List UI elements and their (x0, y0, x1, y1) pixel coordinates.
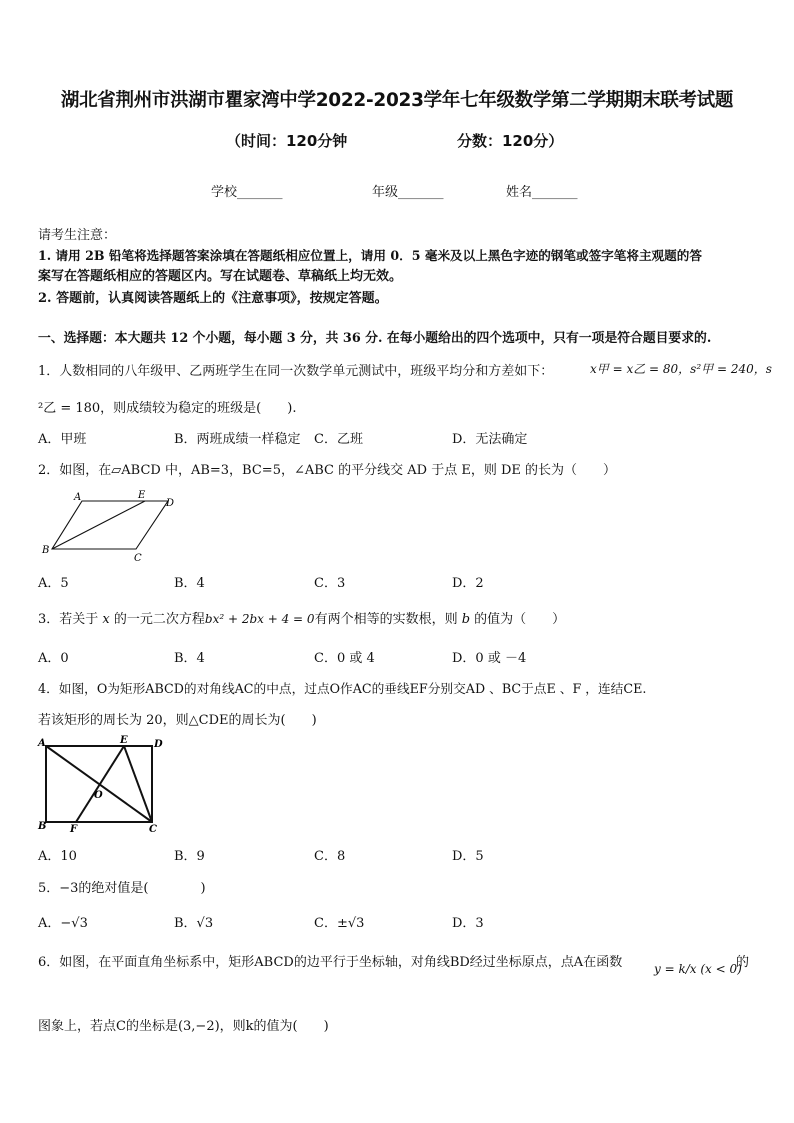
exam-score: 分数：120分） (457, 132, 564, 150)
q3-pre: 3．若关于 (38, 612, 103, 627)
q4-text-line1: 4．如图，O为矩形ABCD的对角线AC的中点，过点O作AC的垂线EF分别交AD 、BC于点E 、F ，连结CE. (38, 681, 647, 696)
q2-option-a: A．5 (38, 576, 69, 591)
q3-option-b: B．4 (174, 651, 205, 666)
q2-label-a: A (74, 492, 82, 503)
q3-option-c: C．0 或 4 (314, 651, 375, 666)
q1-option-c: C．乙班 (314, 432, 363, 447)
q4-option-a: A．10 (38, 849, 77, 864)
notice-line-2: 2. 答题前，认真阅读答题纸上的《注意事项》，按规定答题。 (38, 291, 388, 306)
q4-line-ef (76, 746, 124, 822)
q6-text-line2: 图象上，若点C的坐标是(3,−2)，则k的值为( ) (38, 1019, 329, 1034)
q4-option-b: B．9 (174, 849, 205, 864)
q5-option-c: C．±√3 (314, 916, 365, 931)
q3-post: 有两个相等的实数根，则 (314, 612, 462, 627)
q4-rectangle-figure (36, 732, 170, 838)
q3-end: 的值为（ ） (470, 612, 566, 627)
q3-text (38, 608, 565, 627)
q1-option-a: A．甲班 (38, 432, 87, 447)
q5-text: 5．−3的绝对值是( ) (38, 881, 206, 896)
q4-label-o: O (94, 790, 103, 801)
q6-text-de: 的 (736, 955, 750, 970)
q1-math: x甲 = x乙 = 80，s²甲 = 240，s (590, 362, 772, 376)
q4-line-ce (124, 746, 152, 822)
q2-label-e: E (138, 490, 146, 501)
q5-option-d: D．3 (452, 916, 484, 931)
school-field: 学校_______ (211, 185, 283, 200)
name-field: 姓名_______ (506, 185, 578, 200)
q4-label-c: C (149, 824, 157, 835)
q1-text-line2: ²乙 = 180，则成绩较为稳定的班级是( ). (38, 401, 297, 416)
q5-option-a: A．−√3 (38, 916, 88, 931)
q2-label-b: B (42, 545, 50, 556)
q3-var-x: x (102, 612, 110, 627)
notice-line-1b: 案写在答题纸相应的答题区内。写在试题卷、草稿纸上均无效。 (38, 269, 403, 284)
q4-label-b: B (38, 821, 47, 832)
q4-label-a: A (38, 738, 46, 749)
q3-option-d: D．0 或 －4 (452, 651, 527, 666)
notice-heading: 请考生注意： (38, 228, 117, 243)
q2-parallelogram-figure (38, 486, 188, 564)
q2-parallelogram (52, 501, 168, 549)
q2-label-d: D (166, 498, 175, 509)
q2-label-c: C (134, 553, 142, 564)
q6-function: y = k/x (x < 0) (654, 962, 742, 976)
q4-label-e: E (120, 735, 128, 746)
q2-bisector-line (52, 501, 145, 549)
q2-option-d: D．2 (452, 576, 484, 591)
section-heading: 一、选择题：本大题共 12 个小题，每小题 3 分，共 36 分. 在每小题给出的四个选项中，只有一项是符合题目要求的. (38, 331, 712, 346)
q5-option-b: B．√3 (174, 916, 214, 931)
q4-option-d: D．5 (452, 849, 484, 864)
q1-option-d: D．无法确定 (452, 432, 528, 447)
q3-var-b: b (461, 612, 471, 627)
q1-text-line1: 1．人数相同的八年级甲、乙两班学生在同一次数学单元测试中，班级平均分和方差如下： (38, 364, 554, 379)
q3-mid: 的一元二次方程 (109, 612, 205, 627)
grade-field: 年级_______ (372, 185, 444, 200)
q4-text-line2: 若该矩形的周长为 20，则△CDE的周长为( ) (38, 713, 317, 728)
q2-option-c: C．3 (314, 576, 346, 591)
q6-text-line1: 6．如图，在平面直角坐标系中，矩形ABCD的边平行于坐标轴，对角线BD经过坐标原点，点A在函数 (38, 955, 623, 970)
q1-option-b: B．两班成绩一样稳定 (174, 432, 301, 447)
q4-label-f: F (70, 824, 78, 835)
q2-option-b: B．4 (174, 576, 205, 591)
q3-option-a: A．0 (38, 651, 69, 666)
exam-time: （时间：120分钟 (226, 132, 348, 150)
q4-option-c: C．8 (314, 849, 346, 864)
q4-label-d: D (154, 739, 163, 750)
notice-line-1a: 1. 请用 2B 铅笔将选择题答案涂填在答题纸相应位置上，请用 0．5 毫米及以上黑色字迹的钢笔或签字笔将主观题的答 (38, 248, 702, 263)
q3-equation: bx² + 2bx + 4 = 0 (204, 612, 315, 626)
page-title: 湖北省荆州市洪湖市瞿家湾中学2022-2023学年七年级数学第二学期期末联考试题 (60, 90, 734, 111)
q2-text: 2．如图，在▱ABCD 中，AB=3，BC=5，∠ABC 的平分线交 AD 于点 E，则 DE 的长为（ ） (38, 463, 616, 478)
